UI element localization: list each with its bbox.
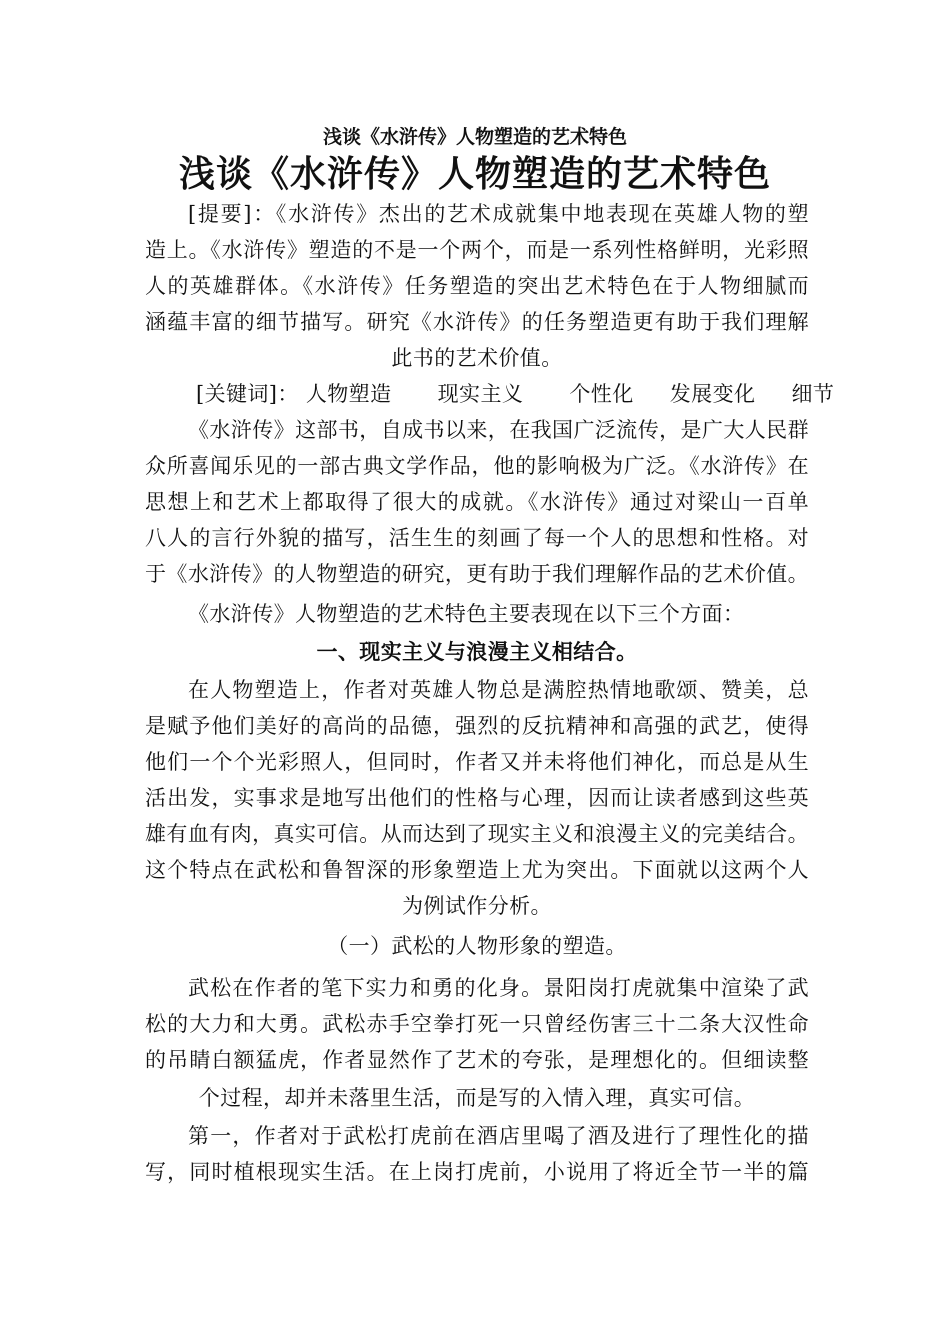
abstract-line: [提要]：《水浒传》杰出的艺术成就集中地表现在英雄人物的塑: [188, 202, 809, 226]
keyword: 人物塑造: [305, 382, 392, 406]
paragraph-line: 写，同时植根现实生活。在上岗打虎前，小说用了将近全节一半的篇: [145, 1160, 809, 1184]
document-title: 浅谈《水浒传》人物塑造的艺术特色: [178, 153, 771, 195]
abstract-line: 此书的艺术价值。: [391, 346, 563, 370]
paragraph-line: 武松在作者的笔下实力和勇的化身。景阳岗打虎就集中渲染了武: [188, 976, 809, 1000]
paragraph-line: 八人的言行外貌的描写，活生生的刻画了每一个人的思想和性格。对: [145, 526, 809, 550]
abstract-line: 人的英雄群体。《水浒传》任务塑造的突出艺术特色在于人物细腻而: [145, 274, 809, 298]
keyword: 细节: [791, 382, 835, 406]
paragraph-line: 的吊睛白额猛虎，作者显然作了艺术的夸张，是理想化的。但细读整: [145, 1048, 809, 1072]
paragraph-line: 《水浒传》人物塑造的艺术特色主要表现在以下三个方面：: [188, 602, 745, 626]
keyword: 发展变化: [669, 382, 756, 406]
subsection-heading: （一）武松的人物形象的塑造。: [327, 934, 627, 958]
paragraph-line: 个过程，却并未落里生活，而是写的入情入理，真实可信。: [198, 1086, 756, 1110]
paragraph-line: 于《水浒传》的人物塑造的研究，更有助于我们理解作品的艺术价值。: [145, 562, 809, 586]
paragraph-line: 《水浒传》这部书，自成书以来，在我国广泛流传，是广大人民群: [188, 418, 809, 442]
paragraph-line: 这个特点在武松和鲁智深的形象塑造上尤为突出。下面就以这两个人: [145, 858, 809, 882]
paragraph-line: 他们一个个光彩照人，但同时，作者又并未将他们神化，而总是从生: [145, 750, 809, 774]
section-heading: 一、现实主义与浪漫主义相结合。: [316, 639, 638, 664]
keyword: 现实主义: [437, 382, 524, 406]
paragraph-line: 松的大力和大勇。武松赤手空拳打死一只曾经伤害三十二条大汉性命: [145, 1012, 809, 1036]
abstract-line: 涵蕴丰富的细节描写。研究《水浒传》的任务塑造更有助于我们理解: [145, 310, 809, 334]
page-header: 浅谈《水浒传》人物塑造的艺术特色: [322, 126, 627, 148]
abstract-line: 造上。《水浒传》塑造的不是一个两个，而是一系列性格鲜明，光彩照: [145, 238, 809, 262]
paragraph-line: 为例试作分析。: [402, 894, 552, 918]
paragraph-line: 思想上和艺术上都取得了很大的成就。《水浒传》通过对梁山一百单: [145, 490, 809, 514]
keywords: [196, 382, 835, 406]
keywords-label: [关键词]：: [196, 382, 299, 406]
paragraph-line: 雄有血有肉，真实可信。从而达到了现实主义和浪漫主义的完美结合。: [145, 822, 809, 846]
paragraph-line: 众所喜闻乐见的一部古典文学作品，他的影响极为广泛。《水浒传》在: [145, 454, 809, 478]
paragraph-line: 活出发，实事求是地写出他们的性格与心理，因而让读者感到这些英: [145, 786, 809, 810]
paragraph-line: 是赋予他们美好的高尚的品德，强烈的反抗精神和高强的武艺，使得: [145, 714, 809, 738]
keyword: 个性化: [569, 382, 634, 406]
paragraph-line: 在人物塑造上，作者对英雄人物总是满腔热情地歌颂、赞美，总: [188, 678, 809, 702]
paragraph-line: 第一，作者对于武松打虎前在酒店里喝了酒及进行了理性化的描: [188, 1124, 809, 1148]
